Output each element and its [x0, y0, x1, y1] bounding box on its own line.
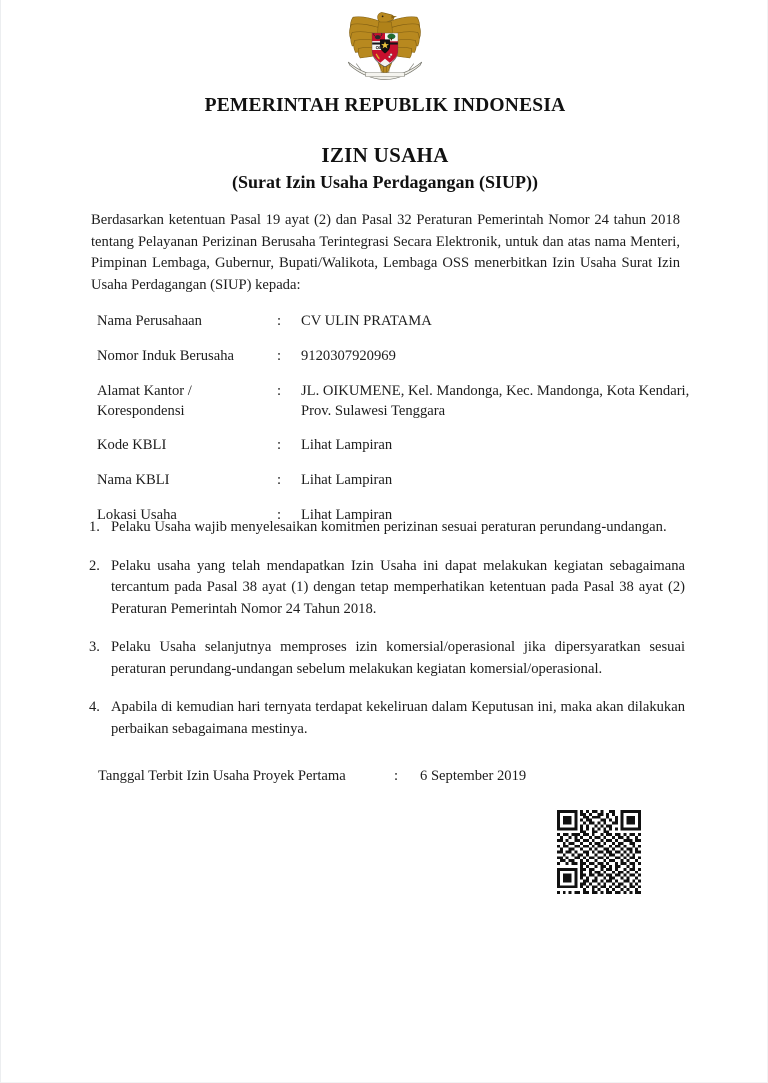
clauses-list [89, 517, 685, 757]
list-item [89, 697, 685, 740]
clause-number: 1. [89, 519, 100, 535]
clause-text: Pelaku Usaha selanjutnya memproses izin komersial/operasional jika dipersyaratkan sesuai peraturan perundang-undangan sebelum melakukan kegiatan komersial/operasional. [111, 639, 685, 677]
company-details-table [97, 311, 697, 540]
field-colon: : [277, 472, 282, 488]
field-value-nama-kbli: Lihat Lampiran [301, 472, 393, 488]
field-value-lokasi-usaha: Lihat Lampiran [301, 507, 393, 523]
list-item [89, 517, 685, 539]
issue-date-colon: : [394, 768, 399, 784]
document-subtitle: (Surat Izin Usaha Perdagangan (SIUP)) [231, 172, 539, 192]
table-row [97, 311, 697, 346]
issue-date-line [97, 767, 657, 786]
field-colon: : [277, 348, 282, 364]
document-title: IZIN USAHA [321, 143, 449, 167]
field-value-kode-kbli: Lihat Lampiran [301, 437, 393, 453]
field-label-nomor-induk-berusaha: Nomor Induk Berusaha [97, 348, 234, 364]
field-value-alamat-kantor: JL. OIKUMENE, Kel. Mandonga, Kec. Mandonga, Kota Kendari, Prov. Sulawesi Tenggara [301, 383, 690, 419]
qr-code[interactable] [557, 810, 641, 894]
government-title: PEMERINTAH REPUBLIK INDONESIA [204, 95, 566, 116]
issue-date-value: 6 September 2019 [420, 768, 527, 784]
field-label-lokasi-usaha: Lokasi Usaha [97, 507, 177, 523]
field-label-nama-kbli: Nama KBLI [97, 472, 170, 488]
garuda-pancasila-emblem [337, 6, 433, 86]
field-colon: : [277, 507, 282, 523]
table-row [97, 346, 697, 381]
issue-date-label: Tanggal Terbit Izin Usaha Proyek Pertama [98, 768, 346, 784]
clause-number: 4. [89, 699, 100, 715]
list-item [89, 637, 685, 680]
field-value-nama-perusahaan: CV ULIN PRATAMA [301, 313, 432, 329]
clause-text: Apabila di kemudian hari ternyata terdapat kekeliruan dalam Keputusan ini, maka akan dilakukan perbaikan sebagaimana mestinya. [111, 699, 685, 737]
clause-number: 3. [89, 639, 100, 655]
table-row [97, 435, 697, 470]
field-colon: : [277, 383, 282, 399]
table-row [97, 381, 697, 435]
list-item [89, 556, 685, 621]
field-label-kode-kbli: Kode KBLI [97, 437, 167, 453]
field-value-nomor-induk-berusaha: 9120307920969 [301, 348, 396, 364]
clause-text: Pelaku usaha yang telah mendapatkan Izin Usaha ini dapat melakukan kegiatan sebagaimana tercantum pada Pasal 38 ayat (1) dengan tetap memperhatikan ketentuan pada Pasal 38 ayat (2) Peraturan Pemerintah Nomor 24 Tahun 2018. [111, 557, 685, 617]
emblem-container [1, 6, 768, 91]
preamble-paragraph: Berdasarkan ketentuan Pasal 19 ayat (2) dan Pasal 32 Peraturan Pemerintah Nomor 24 tahun 2018 tentang Pelayanan Perizinan Berusaha Terintegrasi Secara Elektronik, untuk dan atas nama Menteri, Pimpinan Lembaga, Gubernur, Bupati/Walikota, Lembaga OSS menerbitkan Izin Usaha Surat Izin Usaha Perdagangan (SIUP) kepada: [91, 212, 680, 293]
clause-text: Pelaku Usaha wajib menyelesaikan komitmen perizinan sesuai peraturan perundang-undangan. [111, 519, 667, 535]
field-label-nama-perusahaan: Nama Perusahaan [97, 313, 202, 329]
field-label-alamat-kantor: Alamat Kantor / Korespondensi [97, 383, 192, 419]
table-row [97, 767, 527, 786]
field-colon: : [277, 437, 282, 453]
field-colon: : [277, 313, 282, 329]
table-row [97, 470, 697, 505]
clause-number: 2. [89, 557, 100, 574]
